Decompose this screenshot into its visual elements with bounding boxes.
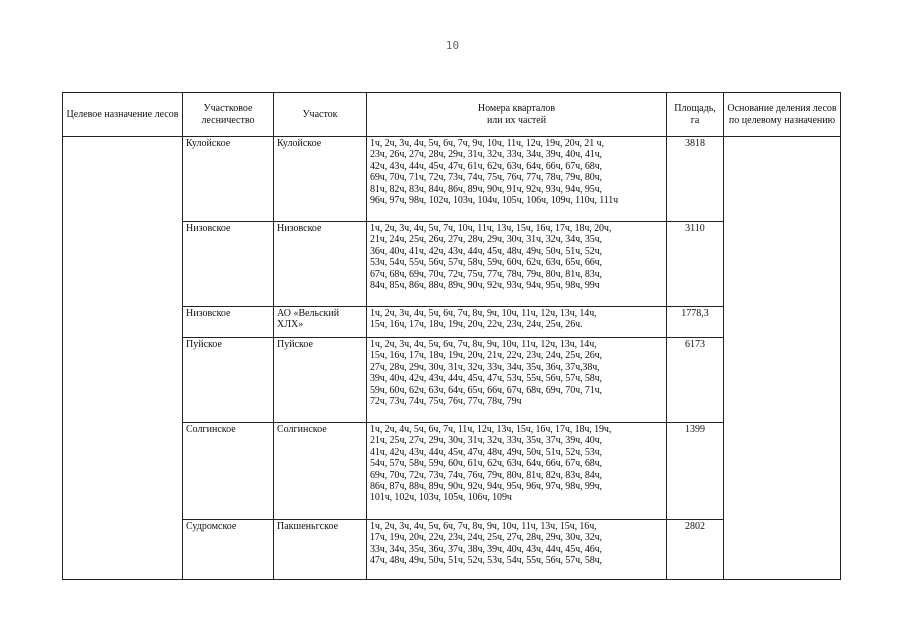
plot-cell: Пуйское bbox=[274, 338, 367, 423]
district-cell: Судромское bbox=[183, 520, 274, 580]
quarters-cell: 1ч, 2ч, 3ч, 4ч, 5ч, 6ч, 7ч, 9ч, 10ч, 11ч, 12ч, 19ч, 20ч, 21 ч, 23ч, 26ч, 27ч, 28ч, 29ч, 31ч, 32ч, 33ч, 34ч, 39ч, 40ч, 41ч, 42ч, 43ч, 44ч, 45ч, 47ч, 61ч, 62ч, 63ч, 64ч, 66ч, 67ч, 68ч, 69ч, 70ч, 71ч, 72ч, 73ч, 74ч, 75ч, 76ч, 77ч, 78ч, 79ч, 80ч, 81ч, 82ч, 83ч, 84ч, 86ч, 89ч, 90ч, 91ч, 92ч, 93ч, 94ч, 95ч, 96ч, 97ч, 98ч, 102ч, 103ч, 104ч, 105ч, 106ч, 109ч, 110ч, 111ч bbox=[367, 137, 667, 222]
header-purpose: Целевое назначение лесов bbox=[63, 93, 183, 137]
area-cell: 1399 bbox=[667, 423, 724, 520]
page-bottom-margin bbox=[0, 584, 905, 640]
area-cell: 1778,3 bbox=[667, 307, 724, 338]
plot-cell: АО «Вельский ХЛХ» bbox=[274, 307, 367, 338]
quarters-cell: 1ч, 2ч, 4ч, 5ч, 6ч, 7ч, 11ч, 12ч, 13ч, 15ч, 16ч, 17ч, 18ч, 19ч, 21ч, 25ч, 27ч, 29ч, 30ч, 31ч, 32ч, 33ч, 35ч, 37ч, 39ч, 40ч, 41ч, 42ч, 43ч, 44ч, 45ч, 47ч, 48ч, 49ч, 50ч, 51ч, 52ч, 53ч, 54ч, 57ч, 58ч, 59ч, 60ч, 61ч, 62ч, 63ч, 64ч, 66ч, 67ч, 68ч, 69ч, 70ч, 72ч, 73ч, 74ч, 76ч, 79ч, 80ч, 81ч, 82ч, 83ч, 84ч, 86ч, 87ч, 88ч, 89ч, 90ч, 92ч, 94ч, 95ч, 96ч, 97ч, 98ч, 99ч, 101ч, 102ч, 103ч, 105ч, 106ч, 109ч bbox=[367, 423, 667, 520]
header-plot: Участок bbox=[274, 93, 367, 137]
basis-cell bbox=[724, 137, 841, 580]
header-district: Участковое лесничество bbox=[183, 93, 274, 137]
page-number: 10 bbox=[445, 39, 460, 52]
header-quarters: Номера кварталов или их частей bbox=[367, 93, 667, 137]
area-cell: 3110 bbox=[667, 222, 724, 307]
table-row bbox=[63, 137, 841, 222]
district-cell: Пуйское bbox=[183, 338, 274, 423]
area-cell: 2802 bbox=[667, 520, 724, 580]
district-cell: Солгинское bbox=[183, 423, 274, 520]
plot-cell: Пакшеньгское bbox=[274, 520, 367, 580]
quarters-cell: 1ч, 2ч, 3ч, 4ч, 5ч, 7ч, 10ч, 11ч, 13ч, 15ч, 16ч, 17ч, 18ч, 20ч, 21ч, 24ч, 25ч, 26ч, 27ч, 28ч, 29ч, 30ч, 31ч, 32ч, 34ч, 35ч, 36ч, 40ч, 41ч, 42ч, 43ч, 44ч, 45ч, 48ч, 49ч, 50ч, 51ч, 52ч, 53ч, 54ч, 55ч, 56ч, 57ч, 58ч, 59ч, 60ч, 62ч, 63ч, 65ч, 66ч, 67ч, 68ч, 69ч, 70ч, 72ч, 75ч, 77ч, 78ч, 79ч, 80ч, 81ч, 83ч, 84ч, 85ч, 86ч, 88ч, 89ч, 90ч, 92ч, 93ч, 94ч, 95ч, 98ч, 99ч bbox=[367, 222, 667, 307]
header-area: Площадь, га bbox=[667, 93, 724, 137]
area-cell: 3818 bbox=[667, 137, 724, 222]
area-cell: 6173 bbox=[667, 338, 724, 423]
purpose-cell bbox=[63, 137, 183, 580]
quarters-cell: 1ч, 2ч, 3ч, 4ч, 5ч, 6ч, 7ч, 8ч, 9ч, 10ч, 11ч, 12ч, 13ч, 14ч, 15ч, 16ч, 17ч, 18ч, 19ч, 20ч, 21ч, 22ч, 23ч, 24ч, 25ч, 26ч, 27ч, 28ч, 29ч, 30ч, 31ч, 32ч, 33ч, 34ч, 35ч, 36ч, 37ч,38ч, 39ч, 40ч, 42ч, 43ч, 44ч, 45ч, 47ч, 53ч, 55ч, 56ч, 57ч, 58ч, 59ч, 60ч, 62ч, 63ч, 64ч, 65ч, 66ч, 67ч, 68ч, 69ч, 70ч, 71ч, 72ч, 73ч, 74ч, 75ч, 76ч, 77ч, 78ч, 79ч bbox=[367, 338, 667, 423]
district-cell: Кулойское bbox=[183, 137, 274, 222]
table-header-row bbox=[63, 93, 841, 137]
header-basis: Основание деления лесов по целевому назначению bbox=[724, 93, 841, 137]
quarters-cell: 1ч, 2ч, 3ч, 4ч, 5ч, 6ч, 7ч, 8ч, 9ч, 10ч, 11ч, 13ч, 15ч, 16ч, 17ч, 19ч, 20ч, 22ч, 23ч, 24ч, 25ч, 27ч, 28ч, 29ч, 30ч, 32ч, 33ч, 34ч, 35ч, 36ч, 37ч, 38ч, 39ч, 40ч, 43ч, 44ч, 45ч, 46ч, 47ч, 48ч, 49ч, 50ч, 51ч, 52ч, 53ч, 54ч, 55ч, 56ч, 57ч, 58ч, bbox=[367, 520, 667, 580]
district-cell: Низовское bbox=[183, 222, 274, 307]
forest-purpose-table bbox=[62, 92, 841, 580]
quarters-cell: 1ч, 2ч, 3ч, 4ч, 5ч, 6ч, 7ч, 8ч, 9ч, 10ч, 11ч, 12ч, 13ч, 14ч, 15ч, 16ч, 17ч, 18ч, 19ч, 20ч, 22ч, 23ч, 24ч, 25ч, 26ч. bbox=[367, 307, 667, 338]
plot-cell: Низовское bbox=[274, 222, 367, 307]
plot-cell: Кулойское bbox=[274, 137, 367, 222]
plot-cell: Солгинское bbox=[274, 423, 367, 520]
district-cell: Низовское bbox=[183, 307, 274, 338]
